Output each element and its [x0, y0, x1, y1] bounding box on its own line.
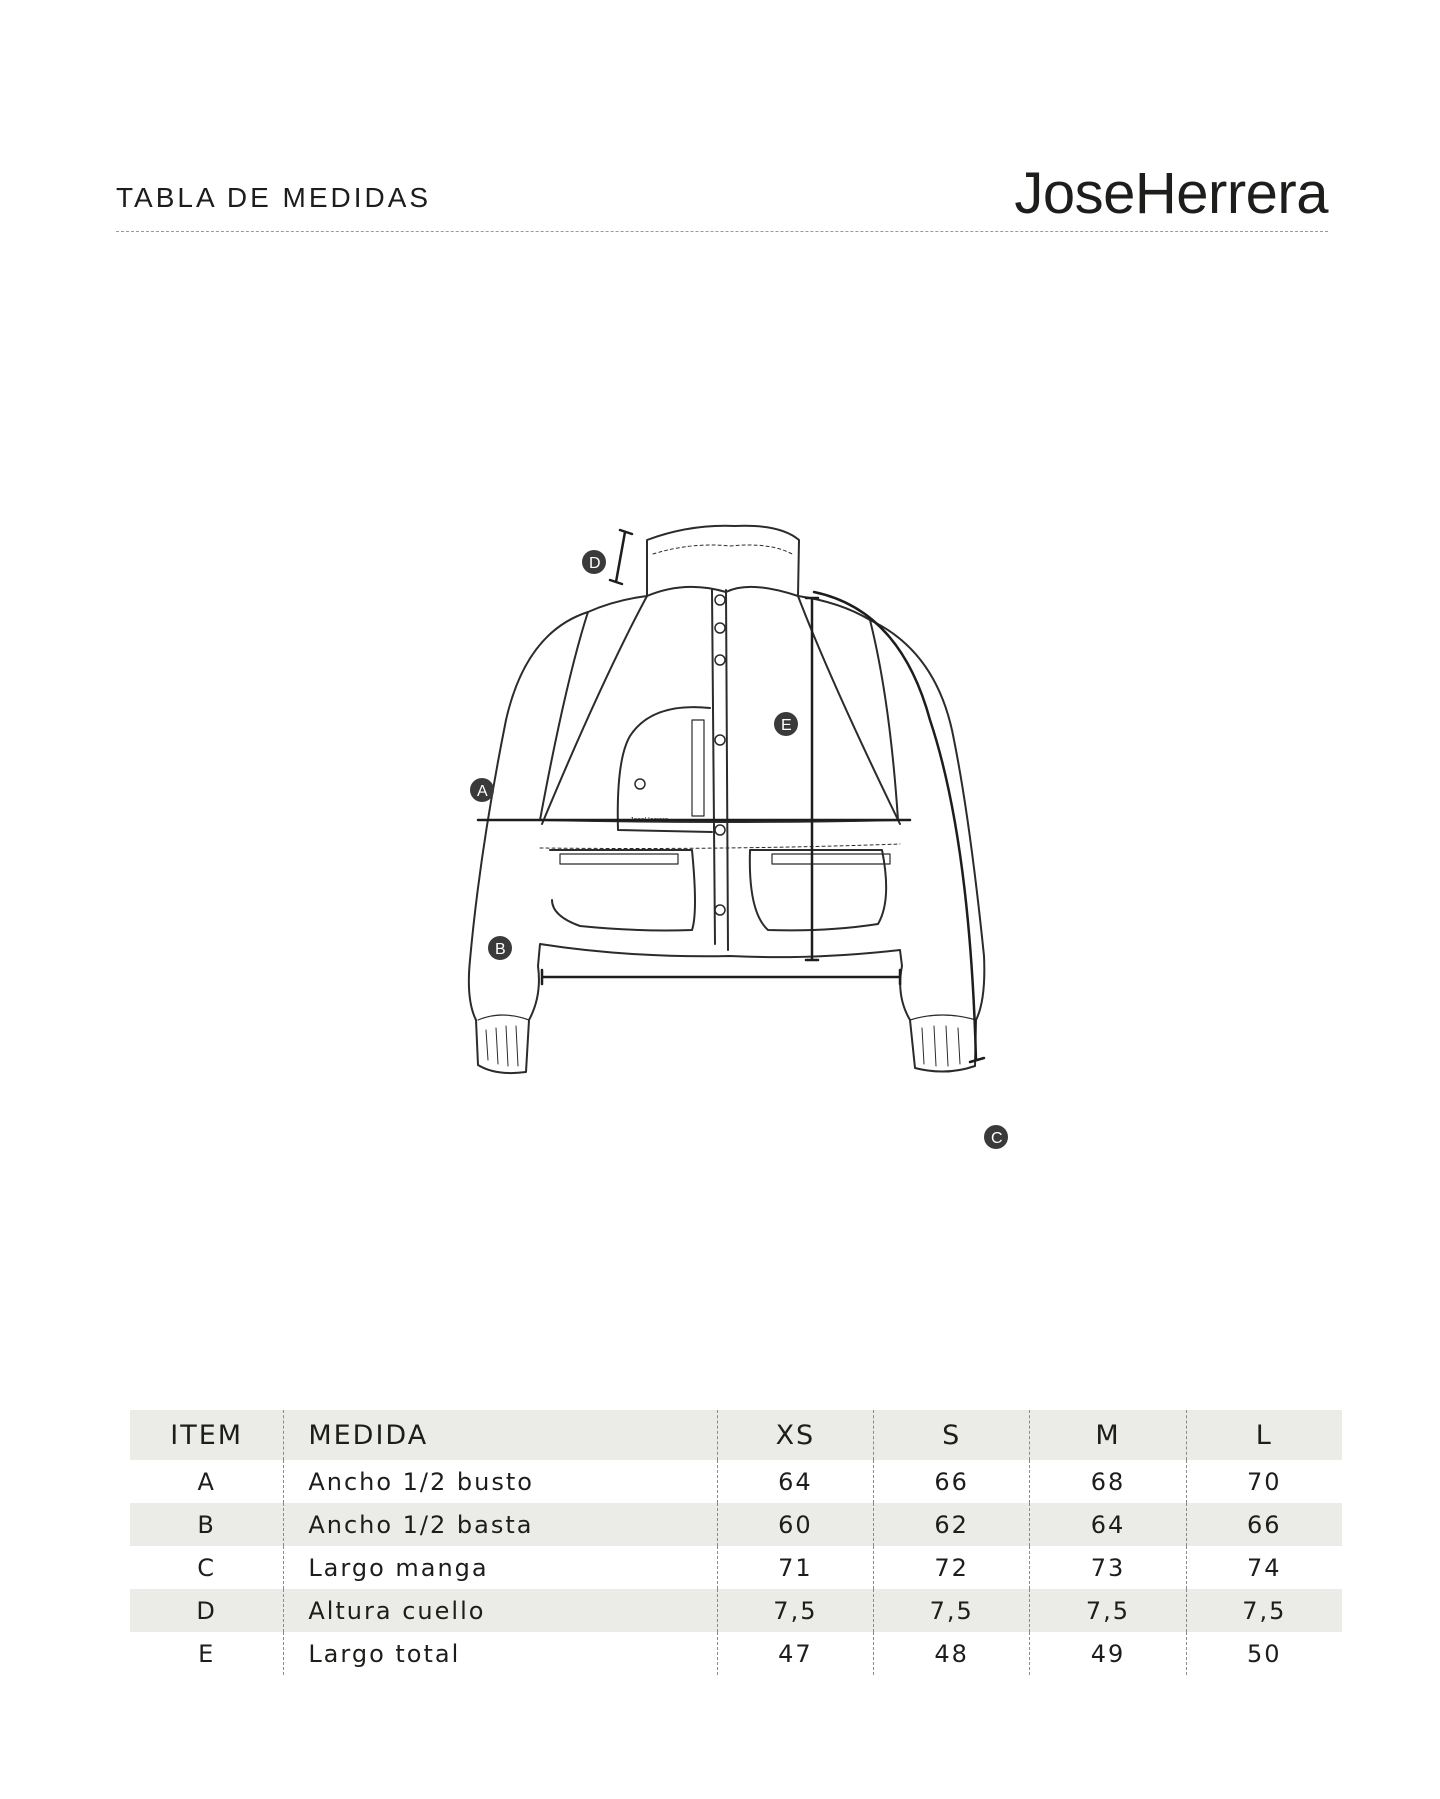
table-row [130, 1589, 1342, 1632]
measure-line-b [542, 970, 900, 984]
table-header-row [130, 1410, 1342, 1460]
measure-line-d [610, 530, 632, 584]
row-item: D [196, 1596, 217, 1625]
row-value-l: 70 [1186, 1460, 1342, 1503]
header-size-l: L [1186, 1410, 1342, 1460]
row-value-m: 73 [1030, 1546, 1186, 1589]
header-size-s: S [874, 1410, 1030, 1460]
row-medida: Largo manga [284, 1546, 717, 1589]
collar [647, 526, 799, 596]
table-row [130, 1632, 1342, 1675]
size-table [130, 1410, 1342, 1675]
row-value-xs: 47 [717, 1632, 873, 1675]
header-divider [116, 231, 1328, 232]
row-value-s: 48 [874, 1632, 1030, 1675]
row-item: A [197, 1467, 216, 1496]
brand-logo: JoseHerrera [1014, 161, 1328, 226]
row-value-xs: 64 [717, 1460, 873, 1503]
jacket-diagram [430, 520, 1030, 1160]
row-item: B [197, 1510, 216, 1539]
row-value-l: 66 [1186, 1503, 1342, 1546]
row-medida: Ancho 1/2 basta [284, 1503, 717, 1546]
row-value-xs: 71 [717, 1546, 873, 1589]
marker-a: A [477, 783, 488, 800]
row-value-xs: 7,5 [717, 1589, 873, 1632]
marker-e: E [781, 717, 792, 734]
marker-b: B [495, 941, 506, 958]
row-value-s: 66 [874, 1460, 1030, 1503]
header-size-xs: XS [717, 1410, 873, 1460]
row-value-xs: 60 [717, 1503, 873, 1546]
measure-line-e [806, 598, 818, 960]
row-value-s: 7,5 [874, 1589, 1030, 1632]
row-value-m: 49 [1030, 1632, 1186, 1675]
marker-c: C [991, 1130, 1003, 1147]
row-value-s: 62 [874, 1503, 1030, 1546]
row-value-m: 68 [1030, 1460, 1186, 1503]
row-value-l: 7,5 [1186, 1589, 1342, 1632]
row-value-m: 64 [1030, 1503, 1186, 1546]
lower-pocket-right [750, 850, 886, 930]
row-medida: Altura cuello [284, 1589, 717, 1632]
page-title: TABLA DE MEDIDAS [116, 182, 432, 213]
row-value-l: 50 [1186, 1632, 1342, 1675]
table-row [130, 1503, 1342, 1546]
header-item: ITEM [170, 1419, 244, 1451]
chest-pocket [618, 707, 712, 832]
row-item: E [198, 1639, 216, 1668]
header-size-m: M [1030, 1410, 1186, 1460]
table-row [130, 1460, 1342, 1503]
row-value-l: 74 [1186, 1546, 1342, 1589]
measure-line-c [814, 592, 984, 1062]
pocket-label: JoseHerrera [630, 817, 669, 824]
row-value-s: 72 [874, 1546, 1030, 1589]
row-value-m: 7,5 [1030, 1589, 1186, 1632]
row-item: C [197, 1553, 217, 1582]
table-row [130, 1546, 1342, 1589]
jacket-technical-drawing [430, 520, 1030, 1160]
lower-pocket-left [550, 850, 695, 931]
marker-d: D [589, 555, 601, 572]
row-medida: Largo total [284, 1632, 717, 1675]
row-medida: Ancho 1/2 busto [284, 1460, 717, 1503]
page-header [116, 150, 1328, 230]
header-medida: MEDIDA [284, 1410, 717, 1460]
